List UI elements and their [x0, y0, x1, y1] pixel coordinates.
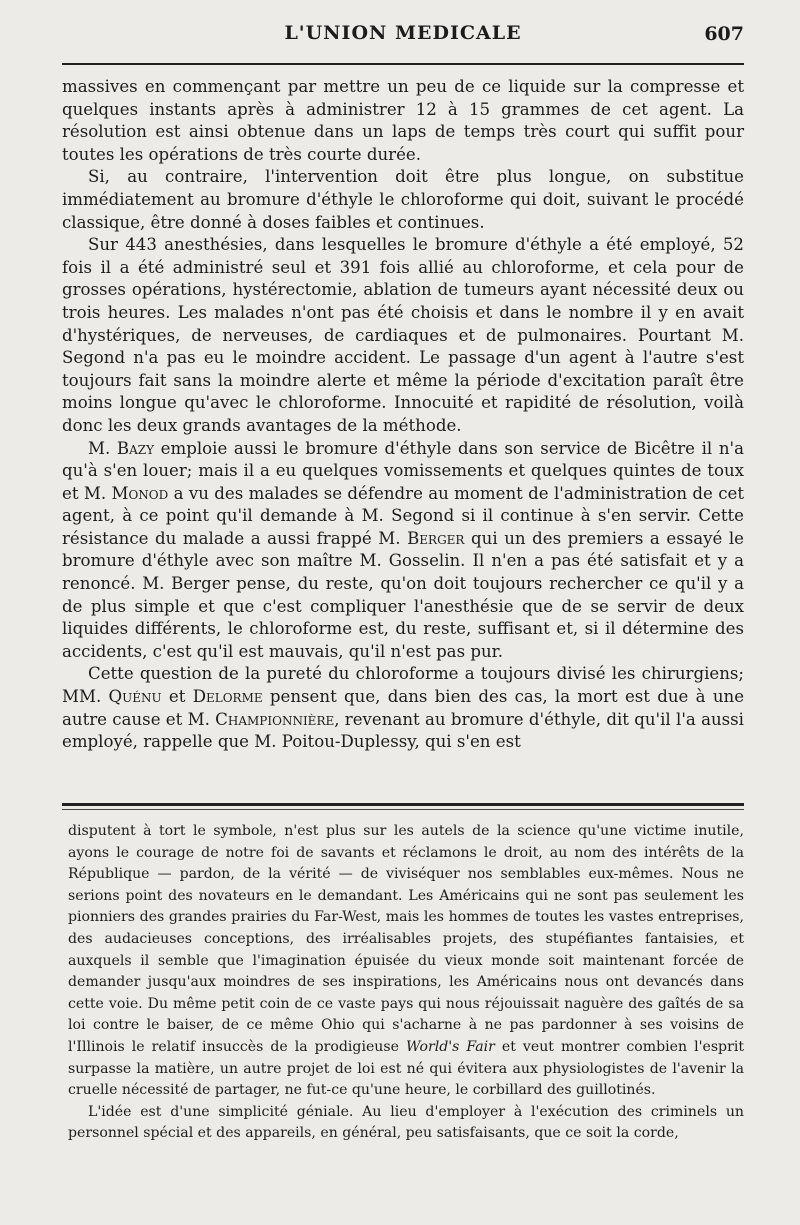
footnote-rule	[62, 803, 744, 806]
paragraph-1: massives en commençant par mettre un peu de ce liquide sur la compresse et quelques instants après à administrer 12 à 15 grammes de cet agent. La résolution est ainsi obtenue dans un laps de temps très court qui suffit pour toutes les opérations de très courte durée.	[62, 77, 744, 164]
worlds-fair-italic: World's Fair	[405, 1038, 495, 1055]
p5-text-c: pensent que, dans bien des cas, la mort est due à une autre cause et M.	[62, 687, 745, 729]
p4-text-b: emploie aussi le bromure d'éthyle dans son service de Bicêtre il n'a qu'à s'en louer; mais il a eu quelques vomissements et quelques quintes de toux et M.	[62, 438, 745, 503]
p4-text-c: a vu des malades se défendre au moment de l'administration de cet agent, à ce point qu'il demande à M. Segond si il continue à s'en servir. Cette résistance du malade a aussi frappé M.	[62, 483, 744, 548]
fn-text-a: disputent à tort le symbole, n'est plus sur les autels de la science qu'une victime inutile, ayons le courage de notre foi de savants et réclamons le droit, au nom des intérêts de la République — pardon, de la vérité — de viviséquer nos semblables eux-mêmes. Nous ne serions point des novateurs en le demandant. Les Américains qui ne sont pas seulement les pionniers des grandes prairies du Far-West, mais les hommes de toutes les vastes entreprises, des audacieuses conceptions, des irréalisables projets, des stupéfiantes fantaisies, et auxquels il semble que l'imagination épuisée du vieux monde soit maintenant forcée de demander jusqu'aux moindres de ses inspirations, les Américains nous ont devancés dans cette voie. Du même petit coin de ce vaste pays qui nous réjouissait naguère des gaîtés de sa loi contre le baiser, de ce même Ohio qui s'acharne à ne pas pardonner à ses voisins de l'Illinois le relatif insuccès de la prodigieuse	[68, 823, 744, 1055]
footnote-rule-thin	[62, 809, 744, 810]
paragraph-4	[62, 438, 744, 664]
footnote-paragraph-1	[68, 821, 744, 1102]
footnote-paragraph-2: L'idée est d'une simplicité géniale. Au lieu d'employer à l'exécution des criminels un personnel spécial et des appareils, en général, peu satisfaisants, que ce soit la corde,	[68, 1103, 744, 1142]
header-rule	[62, 63, 744, 65]
p4-text-d: qui un des premiers a essayé le bromure d'éthyle avec son maître M. Gosselin. Il n'en a pas été satisfait et y a renoncé. M. Berger pense, du reste, qu'on doit toujours rechercher ce qu'il y a de plus simple et que c'est compliquer l'anesthésie que de se servir de deux liquides différents, le chloroforme est, du reste, suffisant et, si il détermine des accidents, c'est qu'il est mauvais, qu'il n'est pas pur.	[62, 528, 744, 661]
name-monod: Monod	[111, 483, 169, 503]
name-championniere: Championnière	[215, 709, 335, 729]
name-berger: Berger	[407, 528, 465, 548]
paragraph-3: Sur 443 anesthésies, dans lesquelles le bromure d'éthyle a été employé, 52 fois il a été administré seul et 391 fois allié au chloroforme, et cela pour de grosses opérations, hystérectomie, ablation de tumeurs ayant nécessité deux ou trois heures. Les malades n'ont pas été choisis et dans le nombre il y en avait d'hystériques, de nerveuses, de cardiaques et de pulmonaires. Pourtant M. Segond n'a pas eu le moindre accident. Le passage d'un agent à l'autre s'est toujours fait sans la moindre alerte et même la période d'excitation paraît être moins longue qu'avec le chloroforme. Innocuité et rapidité de résolution, voilà donc les deux grands avantages de la méthode.	[62, 235, 744, 435]
p5-text-a: Cette question de la pureté du chloroforme a toujours divisé les chirurgiens; MM.	[62, 664, 744, 707]
footnote-text	[68, 821, 744, 1145]
page-number: 607	[704, 23, 744, 45]
name-bazy: Bazy	[116, 438, 155, 458]
name-delorme: Delorme	[192, 687, 263, 707]
fn-text-b: et veut montrer combien l'esprit surpasse la matière, un autre projet de loi est né qui évitera aux physiologistes de l'avenir la cruelle nécessité de partager, ne fut-ce qu'une heure, le corbillard des guillotinés.	[68, 1038, 744, 1099]
journal-title: L'UNION MEDICALE	[284, 22, 522, 44]
paragraph-2: Si, au contraire, l'intervention doit être plus longue, on substitue immédiatement au bromure d'éthyle le chloroforme qui doit, suivant le procédé classique, être donné à doses faibles et continues.	[62, 167, 744, 232]
running-header	[62, 22, 744, 56]
name-quenu: Quénu	[108, 687, 162, 707]
paragraph-5	[62, 663, 744, 753]
p5-text-d: , revenant au bromure d'éthyle, dit qu'il l'a aussi employé, rappelle que M. Poitou-Duplessy, qui s'en est	[62, 709, 744, 752]
p5-text-b: et	[161, 687, 193, 707]
p4-text-a: M.	[88, 438, 117, 458]
main-text	[62, 76, 744, 754]
